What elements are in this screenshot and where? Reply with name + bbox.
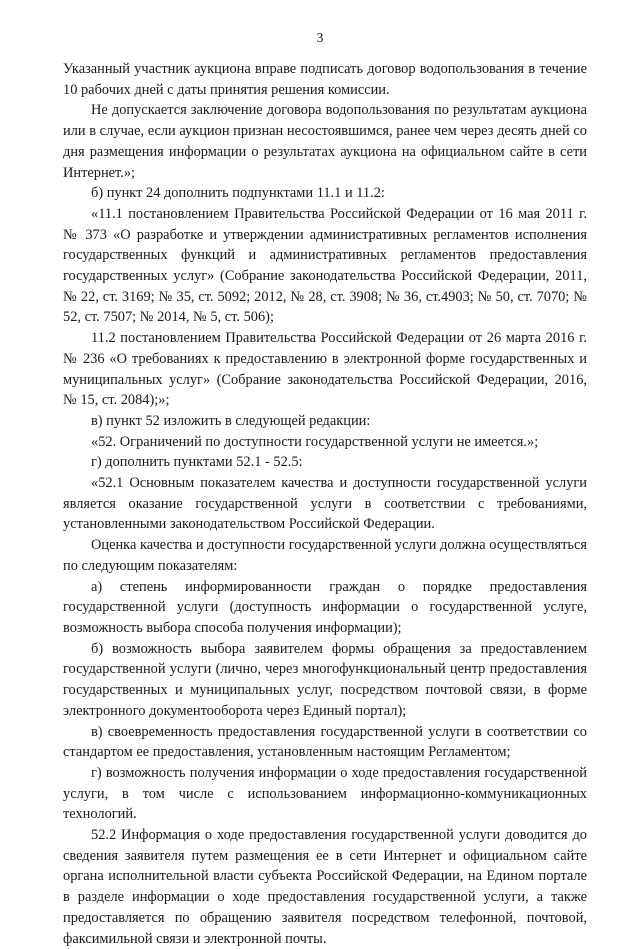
paragraph-quality-assessment: Оценка качества и доступности государственной услуги должна осуществляться по следующим показателям: <box>63 537 587 574</box>
paragraph-item-v: в) пункт 52 изложить в следующей редакции: <box>91 412 371 429</box>
paragraph-point-52: «52. Ограничений по доступности государственной услуги не имеется.»; <box>91 433 539 450</box>
paragraph-indicator-a: а) степень информированности граждан о порядке предоставления государственной услуги (доступность информации о государственной услуге, возможность выбора способа получения информации); <box>63 578 587 636</box>
paragraph-item-g: г) дополнить пунктами 52.1 - 52.5: <box>91 454 303 471</box>
paragraph-item-b: б) пункт 24 дополнить подпунктами 11.1 и 11.2: <box>91 185 385 202</box>
paragraph-signing-term: Указанный участник аукциона вправе подписать договор водопользования в течение 10 рабочих дней с даты принятия решения комиссии. <box>63 61 587 98</box>
paragraph-indicator-g: г) возможность получения информации о ходе предоставления государственной услуги, в том числе с использованием информационно-коммуникационных технологий. <box>63 764 587 823</box>
document-body <box>63 59 587 949</box>
page-number: 3 <box>316 30 324 45</box>
paragraph-indicator-v: в) своевременность предоставления государственной услуги в соответствии со стандартом ее предоставления, установленным настоящим Регламентом; <box>63 723 587 761</box>
paragraph-contract-restriction: Не допускается заключение договора водопользования по результатам аукциона или в случае, если аукцион признан несостоявшимся, ранее чем через десять дней со дня размещения информации о результатах аукциона на официальном сайте в сети Интернет.»; <box>63 102 587 181</box>
paragraph-subitem-11-1: «11.1 постановлением Правительства Российской Федерации от 16 мая 2011 г. № 373 «О разработке и утверждении административных регламентов исполнения государственных функций и административных регламентов предоставления государственных услуг» (Собрание законодательства Российской Федерации, 2011, № 22, ст. 3169; № 35, ст. 5092; 2012, № 28, ст. 3908; № 36, ст.4903; № 50, ст. 7070; № 52, ст. 7507; № 2014, № 5, ст. 506); <box>63 205 587 326</box>
paragraph-subitem-11-2: 11.2 постановлением Правительства Российской Федерации от 26 марта 2016 г. № 236 «О требованиях к предоставлению в электронной форме государственных и муниципальных услуг» (Собрание законодательства Российской Федерации, 2016, № 15, ст. 2084);»; <box>63 330 587 409</box>
paragraph-point-52-1: «52.1 Основным показателем качества и доступности государственной услуги является оказание государственной услуги в соответствии с требованиями, установленными законодательством Российской Федерации. <box>63 475 587 533</box>
paragraph-indicator-b: б) возможность выбора заявителем формы обращения за предоставлением государственной услуги (лично, через многофункциональный центр предоставления государственных и муниципальных услуг, посредством почтовой связи, в форме электронного документооборота через Единый портал); <box>63 640 587 719</box>
paragraph-point-52-2: 52.2 Информация о ходе предоставления государственной услуги доводится до сведения заявителя путем размещения ее в сети Интернет и официальном сайте органа исполнительной власти субъекта Российской Федерации, на Едином портале в разделе информации о ходе предоставления государственной услуги, а также предоставляется по обращению заявителя посредством телефонной, почтовой, факсимильной связи и электронной почты. <box>63 827 587 947</box>
